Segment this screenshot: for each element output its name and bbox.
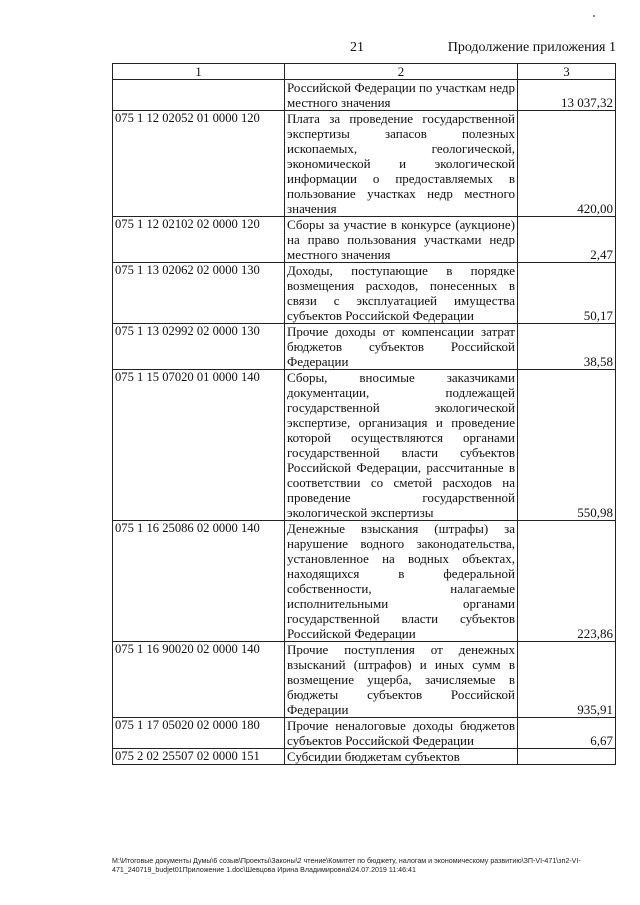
revenue-amount: [518, 749, 616, 765]
table-row: [113, 324, 616, 370]
revenue-table: [112, 63, 616, 765]
budget-code: 075 1 12 02102 02 0000 120: [113, 217, 285, 263]
revenue-description: Сборы за участие в конкурсе (аукционе) на право пользования участками недр местного значения: [285, 217, 518, 263]
revenue-amount: 223,86: [518, 521, 616, 642]
revenue-amount: 550,98: [518, 370, 616, 521]
table-row: [113, 642, 616, 718]
budget-code: 075 1 16 90020 02 0000 140: [113, 642, 285, 718]
budget-code: 075 2 02 25507 02 0000 151: [113, 749, 285, 765]
revenue-amount: 6,67: [518, 718, 616, 749]
table-row: [113, 80, 616, 111]
column-number: 3: [518, 64, 616, 80]
revenue-amount: 420,00: [518, 111, 616, 217]
budget-code: 075 1 17 05020 02 0000 180: [113, 718, 285, 749]
column-number-row: [113, 64, 616, 80]
budget-code: 075 1 13 02992 02 0000 130: [113, 324, 285, 370]
revenue-description: Доходы, поступающие в порядке возмещения расходов, понесенных в связи с эксплуатацией имущества субъектов Российской Федерации: [285, 263, 518, 324]
table-row: [113, 370, 616, 521]
budget-code: 075 1 12 02052 01 0000 120: [113, 111, 285, 217]
budget-code: [113, 80, 285, 111]
table-row: [113, 718, 616, 749]
continuation-heading: Продолжение приложения 1: [447, 40, 616, 55]
table-row: [113, 749, 616, 765]
revenue-description: Прочие поступления от денежных взысканий (штрафов) и иных сумм в возмещение ущерба, зачисляемые в бюджеты субъектов Российской Федерации: [285, 642, 518, 718]
budget-code: 075 1 16 25086 02 0000 140: [113, 521, 285, 642]
revenue-amount: 13 037,32: [518, 80, 616, 111]
column-number: 1: [113, 64, 285, 80]
revenue-amount: 935,91: [518, 642, 616, 718]
table-row: [113, 111, 616, 217]
revenue-description: Субсидии бюджетам субъектов: [285, 749, 518, 765]
table-row: [113, 521, 616, 642]
revenue-description: Сборы, вносимые заказчиками документации, подлежащей государственной экологической экспертизе, организация и проведение которой осуществляются органами государственной власти субъектов Российской Федерации, рассчитанные в соответствии со сметой расходов на проведение государственной экологической экспертизы: [285, 370, 518, 521]
document-file-path: М:\Итоговые документы Думы\6 созыв\Проекты\Законы\2 чтение\Комитет по бюджету, налогам и экономическому развитию\ЗП-VI-471\зп2-VI-471_240719_budjet01Приложение 1.doc\Шевцова Ирина Владимировна\24.07.2019 11:46:41: [112, 857, 581, 874]
revenue-description: Денежные взыскания (штрафы) за нарушение водного законодательства, установленное на водных объектах, находящихся в федеральной собственности, налагаемые исполнительными органами государственной власти субъектов Российской Федерации: [285, 521, 518, 642]
table-row: [113, 217, 616, 263]
revenue-description: Прочие доходы от компенсации затрат бюджетов субъектов Российской Федерации: [285, 324, 518, 370]
revenue-description: Прочие неналоговые доходы бюджетов субъектов Российской Федерации: [285, 718, 518, 749]
revenue-description: Российской Федерации по участкам недр местного значения: [285, 80, 518, 111]
revenue-amount: 2,47: [518, 217, 616, 263]
scan-speck: [593, 15, 595, 17]
budget-code: 075 1 15 07020 01 0000 140: [113, 370, 285, 521]
revenue-description: Плата за проведение государственной экспертизы запасов полезных ископаемых, геологической, экономической и экологической информации о предоставляемых в пользование участках недр местного значения: [285, 111, 518, 217]
revenue-amount: 38,58: [518, 324, 616, 370]
budget-code: 075 1 13 02062 02 0000 130: [113, 263, 285, 324]
table-row: [113, 263, 616, 324]
page-number: 21: [350, 40, 364, 55]
revenue-amount: 50,17: [518, 263, 616, 324]
column-number: 2: [285, 64, 518, 80]
